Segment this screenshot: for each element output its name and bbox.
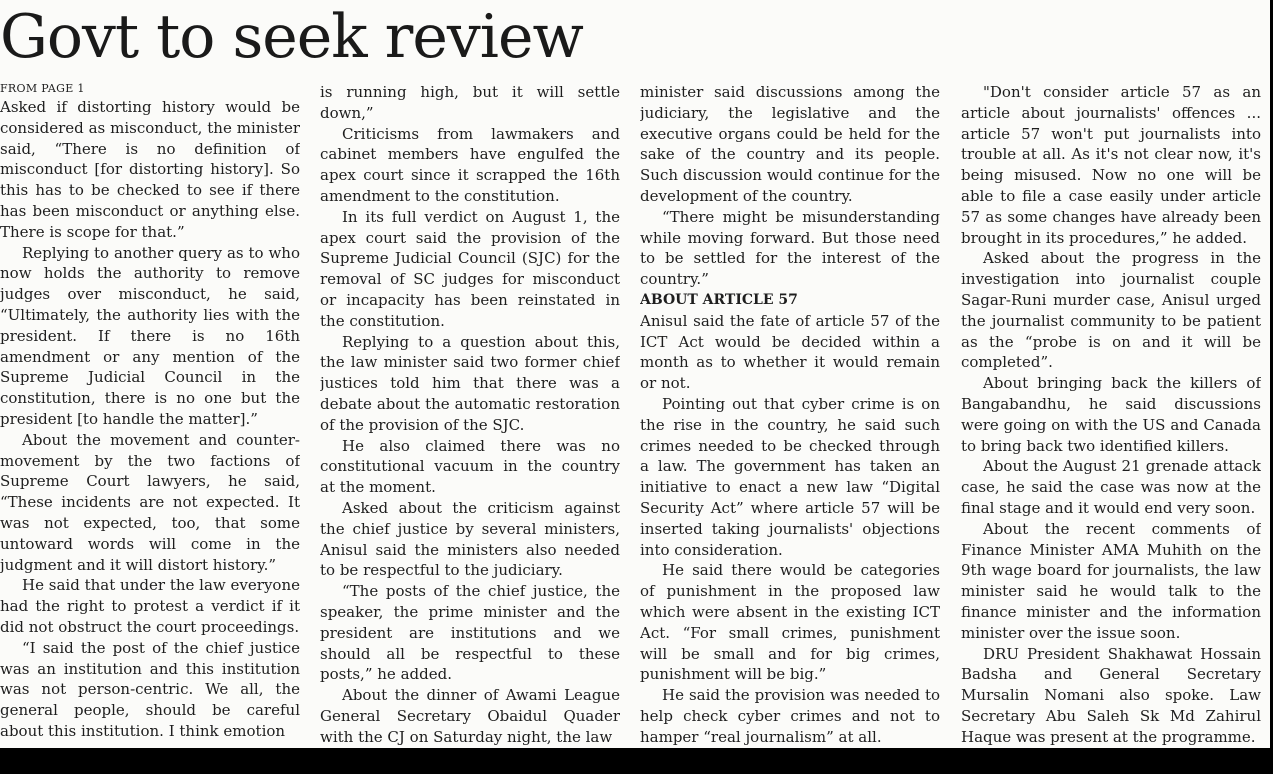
paragraph: About bringing back the killers of Bangabandhu, he said discussions were going on with the US and Canada to bring back two identified killers. xyxy=(961,374,1261,455)
paragraph: In its full verdict on August 1, the apex court said the provision of the Supreme Judicial Council (SJC) for the removal of SC judges for misconduct or incapacity has been reinstated in the constitution. xyxy=(320,207,620,330)
article-column-2 xyxy=(320,82,620,748)
paragraph: Replying to a question about this, the law minister said two former chief justices told him that there was a debate about the automatic restoration of the provision of the SJC. xyxy=(320,332,620,434)
headline: Govt to seek review xyxy=(0,2,583,72)
article-column-1 xyxy=(0,82,300,748)
paragraph: minister said discussions among the judiciary, the legislative and the executive organs could be held for the sake of the country and its people. Such discussion would continue for the development of the country. xyxy=(640,83,940,205)
paragraph: Asked about the progress in the investigation into journalist couple Sagar-Runi murder case, Anisul urged the journalist community to be patient as the “probe is on and it will be completed”. xyxy=(961,249,1261,372)
paragraph: “There might be misunderstanding while moving forward. But those need to be settled for the interest of the country.” xyxy=(640,207,940,289)
paragraph: Pointing out that cyber crime is on the rise in the country, he said such crimes needed to be checked through a law. The government has taken an initiative to enact a new law “Digital Security Act” where article 57 will be inserted taking journalists' objections into consideration. xyxy=(640,394,940,559)
article-column-4 xyxy=(961,82,1261,748)
continuation-kicker: FROM PAGE 1 xyxy=(0,82,85,95)
paragraph: He said that under the law everyone had the right to protest a verdict if it did not obstruct the court proceedings. xyxy=(0,576,300,636)
paragraph: "Don't consider article 57 as an article about journalists' offences ... article 57 won't put journalists into trouble at all. As it's not clear now, it's being misused. Now no one will be able to file a case easily under article 57 as some changes have already been brought in its procedures,” he added. xyxy=(961,83,1261,247)
paragraph: About the movement and counter-movement by the two factions of Supreme Court lawyers, he said, “These incidents are not expected. It was not expected, too, that some untoward words will come in the judgment and it will distort history.” xyxy=(0,430,300,574)
paragraph: “I said the post of the chief justice was an institution and this institution was not person-centric. We all, the general people, should be careful about this institution. I think emotion xyxy=(0,638,300,740)
paragraph: About the August 21 grenade attack case, he said the case was now at the final stage and it would end very soon. xyxy=(961,457,1261,517)
paragraph: Asked if distorting history would be considered as misconduct, the minister said, “There is no definition of misconduct [for distorting history]. So this has to be checked to see if there has been misconduct or anything else. There is scope for that.” xyxy=(0,98,300,241)
paragraph: Asked about the criticism against the chief justice by several ministers, Anisul said the ministers also needed to be respectful to the judiciary. xyxy=(320,498,620,580)
paragraph: DRU President Shakhawat Hossain Badsha and General Secretary Mursalin Nomani also spoke. Law Secretary Abu Saleh Sk Md Zahirul Haque was present at the programme. xyxy=(961,644,1261,746)
paragraph: About the recent comments of Finance Minister AMA Muhith on the 9th wage board for journalists, the law minister said he would talk to the finance minister and the information minister over the issue soon. xyxy=(961,519,1261,642)
article-column-3 xyxy=(640,82,940,748)
paragraph: Criticisms from lawmakers and cabinet members have engulfed the apex court since it scrapped the 16th amendment to the constitution. xyxy=(320,124,620,205)
paragraph: Anisul said the fate of article 57 of the ICT Act would be decided within a month as to whether it would remain or not. xyxy=(640,311,940,393)
paragraph: About the dinner of Awami League General Secretary Obaidul Quader with the CJ on Saturday night, the law xyxy=(320,686,620,746)
paragraph: He also claimed there was no constitutional vacuum in the country at the moment. xyxy=(320,436,620,497)
paragraph: He said the provision was needed to help check cyber crimes and not to hamper “real journalism” at all. xyxy=(640,686,940,746)
paragraph: “The posts of the chief justice, the speaker, the prime minister and the president are institutions and we should all be respectful to these posts,” he added. xyxy=(320,582,620,684)
paragraph: is running high, but it will settle down,” xyxy=(320,83,620,122)
paragraph: Replying to another query as to who now holds the authority to remove judges over misconduct, he said, “Ultimately, the authority lies with the president. If there is no 16th amendment or any mention of the Supreme Judicial Council in the constitution, there is no one but the president [to handle the matter].” xyxy=(0,243,300,428)
section-subhead: ABOUT ARTICLE 57 xyxy=(640,291,798,308)
paragraph: He said there would be categories of punishment in the proposed law which were absent in the existing ICT Act. “For small crimes, punishment will be small and for big crimes, punishment will be big.” xyxy=(640,561,940,684)
